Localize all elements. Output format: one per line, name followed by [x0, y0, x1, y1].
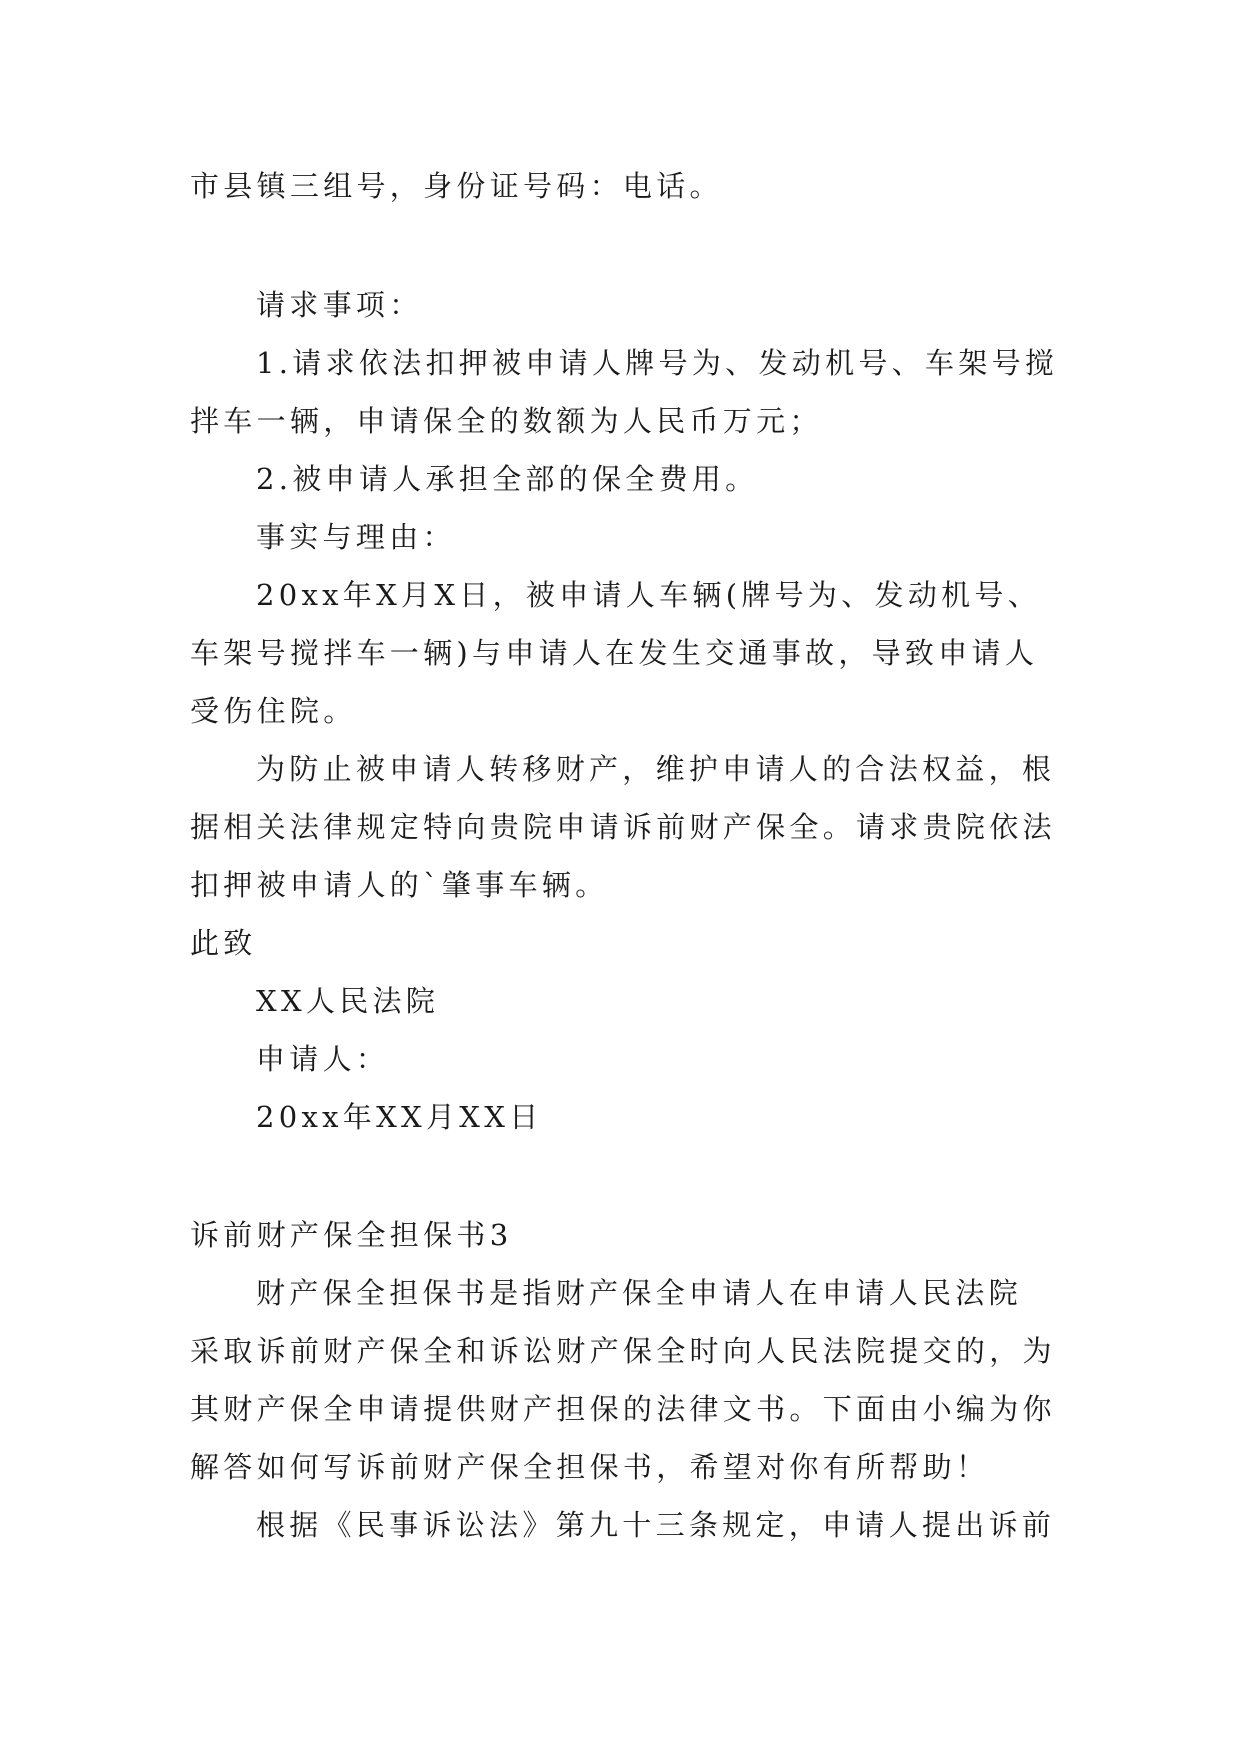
date-line: 20xx年XX月XX日 [256, 1100, 543, 1134]
facts-heading: 事实与理由： [256, 520, 456, 554]
request-item-2: 2.被申请人承担全部的保全费用。 [256, 462, 759, 496]
facts-paragraph-line: 受伤住院。 [190, 694, 357, 728]
request-item-1: 1.请求依法扣押被申请人牌号为、发动机号、车架号搅 [256, 346, 1059, 380]
salutation: 此致 [190, 926, 257, 960]
court-name: XX人民法院 [256, 984, 440, 1018]
section-title: 诉前财产保全担保书3 [190, 1218, 513, 1252]
applicant-signature-label: 申请人： [256, 1042, 390, 1076]
reason-paragraph-line: 为防止被申请人转移财产，维护申请人的合法权益，根 [256, 752, 1056, 786]
reason-paragraph-line: 据相关法律规定特向贵院申请诉前财产保全。请求贵院依法 [190, 810, 1056, 844]
intro-paragraph-line: 解答如何写诉前财产保全担保书，希望对你有所帮助！ [190, 1450, 990, 1484]
reason-paragraph-line: 扣押被申请人的`肇事车辆。 [190, 868, 609, 902]
intro-paragraph-line: 采取诉前财产保全和诉讼财产保全时向人民法院提交的，为 [190, 1334, 1056, 1368]
address-line: 市县镇三组号，身份证号码：电话。 [190, 169, 723, 203]
facts-paragraph-line: 车架号搅拌车一辆)与申请人在发生交通事故，导致申请人 [190, 636, 1039, 670]
law-paragraph-line: 根据《民事诉讼法》第九十三条规定，申请人提出诉前 [256, 1508, 1056, 1542]
request-heading: 请求事项： [256, 288, 423, 322]
intro-paragraph-line: 财产保全担保书是指财产保全申请人在申请人民法院 [256, 1276, 1022, 1310]
facts-paragraph-line: 20xx年X月X日，被申请人车辆(牌号为、发动机号、 [256, 578, 1042, 612]
request-item-1-cont: 拌车一辆，申请保全的数额为人民币万元； [190, 404, 823, 438]
intro-paragraph-line: 其财产保全申请提供财产担保的法律文书。下面由小编为你 [190, 1392, 1056, 1426]
